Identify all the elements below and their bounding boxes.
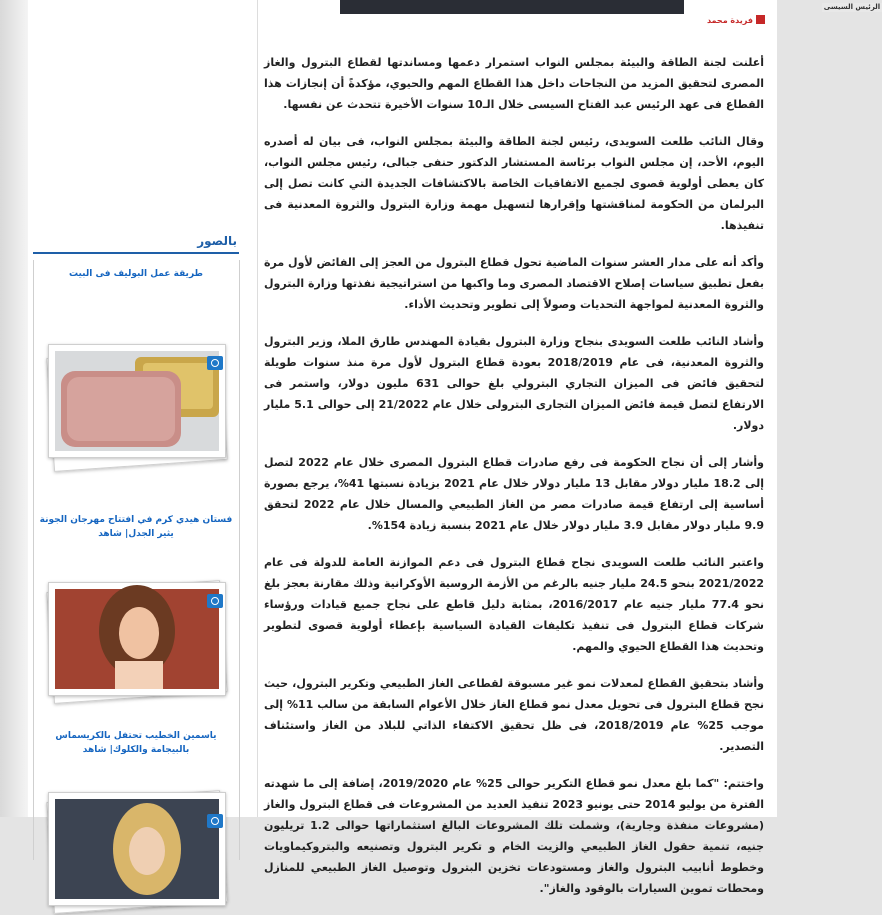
- gallery-photo-card[interactable]: [48, 582, 226, 696]
- gallery-photo-luncheon: [55, 351, 219, 451]
- gallery-item-title[interactable]: ياسمين الخطيب تحتفل بالكريسماس بالبيجامة والكلوك| شاهد: [55, 731, 217, 755]
- article-hero-image: [340, 0, 881, 14]
- article-paragraph: واختتم: "كما بلغ معدل نمو قطاع التكرير حوالى 25% عام 2019/2020، إضافة إلى ما شهدته الفترة من يوليو 2014 حتى يونيو 2023 تنفيذ العديد من المشروعات فى قطاع البترول والغاز (مشروعات منفذة وجارية)، وشملت تلك المشروعات البالغ استثماراتها حوالى 1.2 تريليون جنيه، تنمية حقول الغاز الطبيعي والزيت الخام و تكرير البترول وتصنيعه والبتروكيماويات وخطوط أنابيب البترول والغاز ومستودعات تخزين البترول وتوصيل الغاز الطبيعي للمنازل ومحطات تموين السيارات بالوقود والغاز".: [264, 777, 765, 895]
- author-name: فريدة محمد: [706, 16, 753, 25]
- photos-sidebar: [33, 230, 239, 755]
- hero-image-caption: الرئيس السيسى: [823, 3, 881, 11]
- article-paragraph: وقال النائب طلعت السويدى، رئيس لجنة الطاقة والبيئة بمجلس النواب، فى بيان له أصدره اليوم، الأحد، إن مجلس النواب برئاسة المستشار الدكتور حنفى جبالى، رئيس مجلس النواب، كان يعطى أولوية قصوى لجميع الاتفاقيات الخاصة بالاكتشافات الجديدة التي كانت تصل إلى البرلمان من الحكومة لمناقشتها وإقرارها لتسهيل مهمة وزارة البترول والثروة المعدنية فى تنفيذها.: [264, 135, 764, 232]
- gallery-photo-blonde: [55, 799, 219, 899]
- column-divider: [257, 0, 258, 817]
- article-paragraph: وأكد أنه على مدار العشر سنوات الماضية تحول قطاع البترول من العجز إلى الفائض لأول مرة بفعل تطبيق سياسات إصلاح الاقتصاد المصرى وما واكبها من استراتيجية نفذتها وزارة البترول والثروة المعدنية لمواجهة التحديات وصولاً إلى تطوير وتحديث الأداء.: [264, 256, 764, 311]
- sidebar-heading: بالصور: [33, 230, 239, 254]
- sidebar-gallery-box: [33, 260, 240, 860]
- article-paragraph: وأشاد بتحقيق القطاع لمعدلات نمو غير مسبوقة لقطاعى الغاز الطبيعي وتكرير البترول، حيث نجح قطاع البترول فى تحويل معدل نمو قطاع الغاز خلال الأعوام السابقة من سالب 11% إلى موجب 25% عام 2018/2019، فى ظل تحقيق الاكتفاء الذاتي للبلاد من الغاز واستئناف التصدير.: [264, 677, 764, 753]
- gallery-photo-actress: [55, 589, 219, 689]
- gallery-item-title[interactable]: فستان هيدي كرم في افتتاح مهرجان الجونة يثير الجدل| شاهد: [39, 515, 233, 539]
- camera-icon: [207, 814, 223, 828]
- gallery-item-title[interactable]: طريقة عمل البوليف فى البيت: [68, 269, 204, 279]
- article-body: [264, 52, 764, 915]
- gallery-photo-card[interactable]: [48, 792, 226, 906]
- article-paragraph: واعتبر النائب طلعت السويدى نجاح قطاع البترول فى دعم الموازنة العامة للدولة فى عام 2021/2022 بنحو 24.5 مليار جنيه بالرغم من الأزمة الروسية الأوكرانية وذلك مقارنة بعجز بلغ نحو 77.4 مليار جنيه عام 2016/2017، بمثابة دليل قاطع على نجاح جميع قيادات ورؤساء شركات قطاع البترول فى تنفيذ تكليفات القيادة السياسية بإعطاء أولوية قصوى لتطوير وتحديث هذا القطاع الحيوي والمهم.: [264, 556, 764, 653]
- camera-icon: [207, 356, 223, 370]
- article-paragraph: أعلنت لجنة الطاقة والبيئة بمجلس النواب استمرار دعمها ومساندتها لقطاع البترول والغاز المصرى لتحقيق المزيد من النجاحات داخل هذا القطاع المهم والحيوي، مؤكدةً أن إنجازات هذا القطاع فى عهد الرئيس عبد الفتاح السيسى خلال الـ10 سنوات الأخيرة تتحدث عن نفسها.: [264, 56, 764, 111]
- pen-icon: [756, 15, 765, 24]
- gallery-photo-card[interactable]: [48, 344, 226, 458]
- article-paragraph: وأشاد النائب طلعت السويدى بنجاح وزارة البترول بقيادة المهندس طارق الملا، وزير البترول والثروة المعدنية، فى عام 2018/2019 بعودة قطاع البترول لأول مرة منذ سنوات طويلة لتحقيق فائض فى الميزان التجاري البترولي بلغ حوالى 631 مليون دولار، واستمر فى الارتفاع لتصل قيمة فائض الميزان التجارى البترولى خلال عام 21/2022 إلى حوالى 5.1 مليار دولار.: [264, 335, 764, 432]
- page-left-gutter: [0, 0, 28, 817]
- author-link[interactable]: [707, 14, 765, 28]
- article-paragraph: وأشار إلى أن نجاح الحكومة فى رفع صادرات قطاع البترول المصرى خلال عام 2022 لتصل إلى 18.2 مليار دولار مقابل 13 مليار دولار خلال عام 2021 بزيادة نسبتها 41%، يرجع بصورة أساسية إلى ارتفاع قيمة صادرات مصر من الغاز الطبيعي والمسال خلال عام 2022 لتحقق 9.9 مليار دولار مقابل 3.9 مليار دولار خلال عام 2021 بنسبة زيادة 154%.: [264, 456, 765, 532]
- camera-icon: [207, 594, 223, 608]
